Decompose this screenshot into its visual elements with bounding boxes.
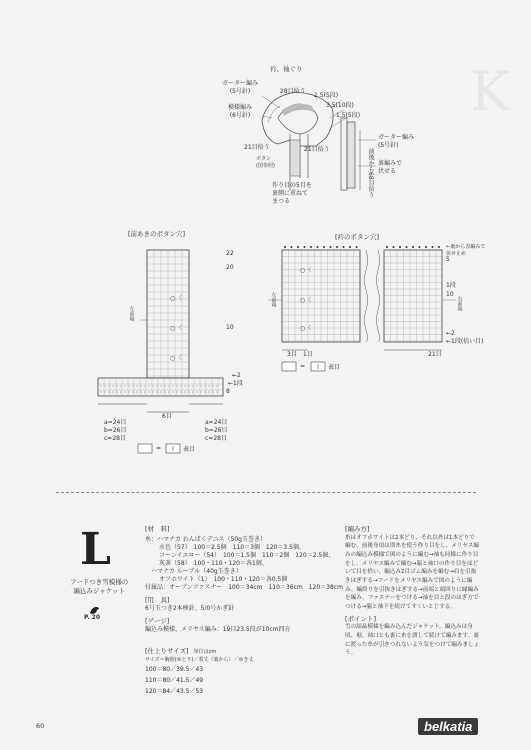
row-label-22: 22 <box>226 250 234 257</box>
svg-text:○: ○ <box>170 295 176 302</box>
right-label-2: ←2 <box>232 372 241 379</box>
front-chart-title: [前あきのボタン穴] <box>128 230 186 238</box>
point-text: 雪の結晶模様を編み込んだジャケット。編込みは身頃、裾、袖口とも裏に糸を渡して続けて編みます。裏に渡った糸が引きつれないよう気をつけて編みましょう。 <box>345 624 480 657</box>
sleeve-garter-label: ガーター編み (5号針) <box>378 134 415 150</box>
svg-text:○〈: ○〈 <box>300 267 312 274</box>
collar-marker-2: ←2 <box>446 330 455 337</box>
pickup-28-label: 28目拾う <box>280 88 306 95</box>
collar-legend-text: 表目 <box>328 364 341 371</box>
svg-text:○〈: ○〈 <box>300 297 312 304</box>
svg-text:○: ○ <box>170 325 176 332</box>
brand-logo: belkatia <box>418 718 478 735</box>
size-heading: [仕上りサイズ] <box>145 647 189 656</box>
row-label-8: 8 <box>226 388 230 395</box>
materials-line: コーンイエロー（54） 100＝1.5個 110＝2個 120＝2.5個、 <box>159 551 335 559</box>
size-unit: 単位はcm <box>193 649 217 656</box>
materials-yarn-intro: 糸：ハマナカ わんぱくデニス（50g玉巻き） <box>145 535 266 543</box>
svg-text:〈: 〈 <box>176 325 183 332</box>
button-label: ボタン (図参照) <box>256 156 275 169</box>
svg-text:○: ○ <box>170 355 176 362</box>
pickup-21-right: 21目拾う <box>304 146 330 153</box>
section-divider <box>56 492 476 493</box>
collar-diagram-title: 衿、袖ぐり <box>270 65 303 73</box>
method-text: 糸はオフホワイトは2本どり、それ以外は1本どりで編む。前後身頃は別糸を使う作り目をし、メリヤス編みの編込み模様で図のように編む→袖も同様に作り目をし、メリヤス編みで編む→脇と袖口の作り目をほどいて目を拾い、編込み2目ゴム編みを編む→肩を引抜きはぎする→フードをメリヤス編みで図のように編み、編終りを引抜きはぎする→前端と頭回りに縁編みを編み、ファスナーをつける→袖を目と段のはぎ方でつける→脇と袖下を続けてすくいとじする。 <box>345 534 480 611</box>
page-number: 60 <box>36 722 45 730</box>
dimension-1: 1.5(5段) <box>314 92 339 99</box>
size-row: 120＝84／43.5／53 <box>145 687 204 695</box>
garter-label: ガーター編み (5号針) <box>222 80 259 96</box>
gauge-text: 編込み模様、メリヤス編み：19目23.5段が10cm四方 <box>145 626 291 634</box>
collar-chart-title: [衿のボタン穴] <box>335 233 380 241</box>
pattern-label: 模様編み (6号針) <box>228 104 253 120</box>
collar-bottom-3: 3目 <box>287 351 297 358</box>
collar-marker-10: 10 <box>446 291 454 298</box>
svg-text:○〈: ○〈 <box>300 325 312 332</box>
front-legend-text: 表目 <box>183 446 196 453</box>
pickup-21-left: 21目拾う <box>244 144 270 151</box>
front-right-count-b: b=26目 <box>205 427 228 434</box>
front-bottom-stitch: 6目 <box>162 413 172 420</box>
size-sub: サイズ＝胸囲(ゆとり)／着丈（裏から）／ゆき丈 <box>145 657 254 664</box>
front-left-label: 左前端 <box>128 306 135 321</box>
sleeve-pickup-label: 前後から68目拾う <box>367 148 375 198</box>
right-label-1: ←1段 <box>228 380 243 387</box>
dimension-3: 1.5(5段) <box>336 112 361 119</box>
front-left-count-c: c=28目 <box>104 435 126 442</box>
size-row: 110＝80／41.5／49 <box>145 676 204 684</box>
collar-legend-eq: = <box>300 363 306 370</box>
row-label-20: 20 <box>226 264 234 271</box>
item-name: フードつき雪模様の 編込みジャケット <box>70 578 129 595</box>
collar-bottom-1: 1目 <box>303 351 313 358</box>
front-left-count-b: b=26目 <box>104 427 127 434</box>
materials-heading: [材 料] <box>145 525 170 533</box>
materials-line: 水色（57） 100＝2.5個 110＝3個 120＝3.5個、 <box>159 543 305 551</box>
page-ref: P. 20 <box>84 614 101 621</box>
collar-top-note: ←裏から表編みで 伏せ止め <box>446 244 486 257</box>
materials-line: ハマナカ ルーブル（40g玉巻き） <box>151 568 242 576</box>
size-row: 100＝80／39.5／43 <box>145 665 204 673</box>
collar-left-label: 左前端 <box>270 292 277 307</box>
tools-heading: [用 具] <box>145 596 170 605</box>
materials-line: 灰茶（58） 100・110・120＝各1個、 <box>159 560 268 568</box>
front-left-count-a: a=24目 <box>104 419 127 426</box>
materials-line: 付属品：オープンファスナー 100＝34cm 110＝36cm 120＝38cm <box>145 584 343 592</box>
materials-line: オフホワイト（1） 100・110・120＝各0.5個 <box>159 576 288 584</box>
tools-text: 6号玉つき2本棒針、5/0号かぎ針 <box>145 605 235 613</box>
gauge-heading: [ゲージ] <box>145 617 170 626</box>
collar-row-5: 5 <box>446 256 450 263</box>
row-label-10: 10 <box>226 324 234 331</box>
collar-marker-pickup: ←1段(拾い目) <box>446 338 484 345</box>
materials-section <box>145 525 345 696</box>
point-heading: [ポイント] <box>345 614 377 623</box>
method-heading: [編み方] <box>345 525 370 533</box>
front-right-count-c: c=28目 <box>205 435 227 442</box>
collar-bottom-21: 21目 <box>428 351 442 358</box>
front-legend-eq: = <box>156 445 162 452</box>
svg-text:K: K <box>470 60 511 123</box>
item-letter: L <box>80 524 111 575</box>
svg-text:〈: 〈 <box>176 295 183 302</box>
collar-marker-1: 1段 <box>446 282 456 289</box>
dimension-2: 3.5(10段) <box>326 102 354 109</box>
collar-right-label: 右前端 <box>456 296 463 311</box>
front-right-count-a: a=24目 <box>205 419 228 426</box>
svg-text:〈: 〈 <box>176 355 183 362</box>
overlap-note: 作り目の5目を 裏側に重ねて まつる <box>272 182 312 206</box>
method-section <box>345 525 480 658</box>
bind-off-note: 裏編みで 伏せる <box>378 160 403 176</box>
